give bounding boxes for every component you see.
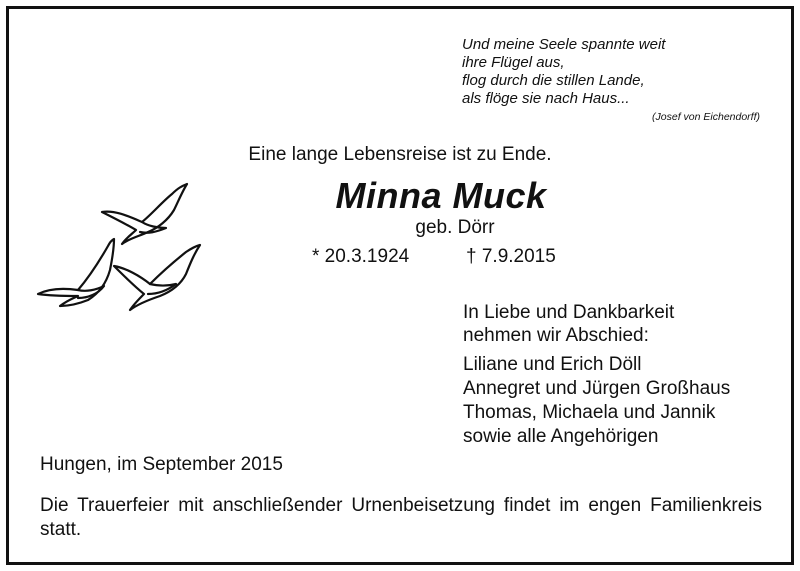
- place-date: Hungen, im September 2015: [40, 454, 283, 475]
- poem-line: ihre Flügel aus,: [462, 54, 565, 71]
- birth-name: geb. Dörr: [415, 217, 495, 238]
- flying-birds-icon: [30, 180, 220, 320]
- thanks-text: [463, 301, 674, 347]
- mourner-entry: Annegret und Jürgen Großhaus: [463, 378, 731, 399]
- thanks-line: In Liebe und Dankbarkeit: [463, 302, 675, 323]
- poem-author: (Josef von Eichendorff): [652, 111, 760, 123]
- poem-line: flog durch die stillen Lande,: [462, 72, 645, 89]
- poem-line: Und meine Seele spannte weit: [462, 36, 666, 53]
- mourner-entry: Thomas, Michaela und Jannik: [463, 402, 716, 423]
- death-date: † 7.9.2015: [466, 246, 556, 267]
- thanks-line: nehmen wir Abschied:: [463, 325, 649, 346]
- funeral-note: Die Trauerfeier mit anschließender Urnenbeisetzung findet im engen Familienkreis statt.: [40, 495, 762, 540]
- opening-line: Eine lange Lebensreise ist zu Ende.: [248, 144, 552, 165]
- poem: [462, 36, 762, 108]
- birth-date: * 20.3.1924: [312, 246, 410, 267]
- mourners-list: [463, 353, 730, 449]
- deceased-name: Minna Muck: [335, 175, 547, 216]
- mourner-entry: sowie alle Angehörigen: [463, 426, 659, 447]
- mourner-entry: Liliane und Erich Döll: [463, 354, 642, 375]
- poem-line: als flöge sie nach Haus...: [462, 90, 630, 107]
